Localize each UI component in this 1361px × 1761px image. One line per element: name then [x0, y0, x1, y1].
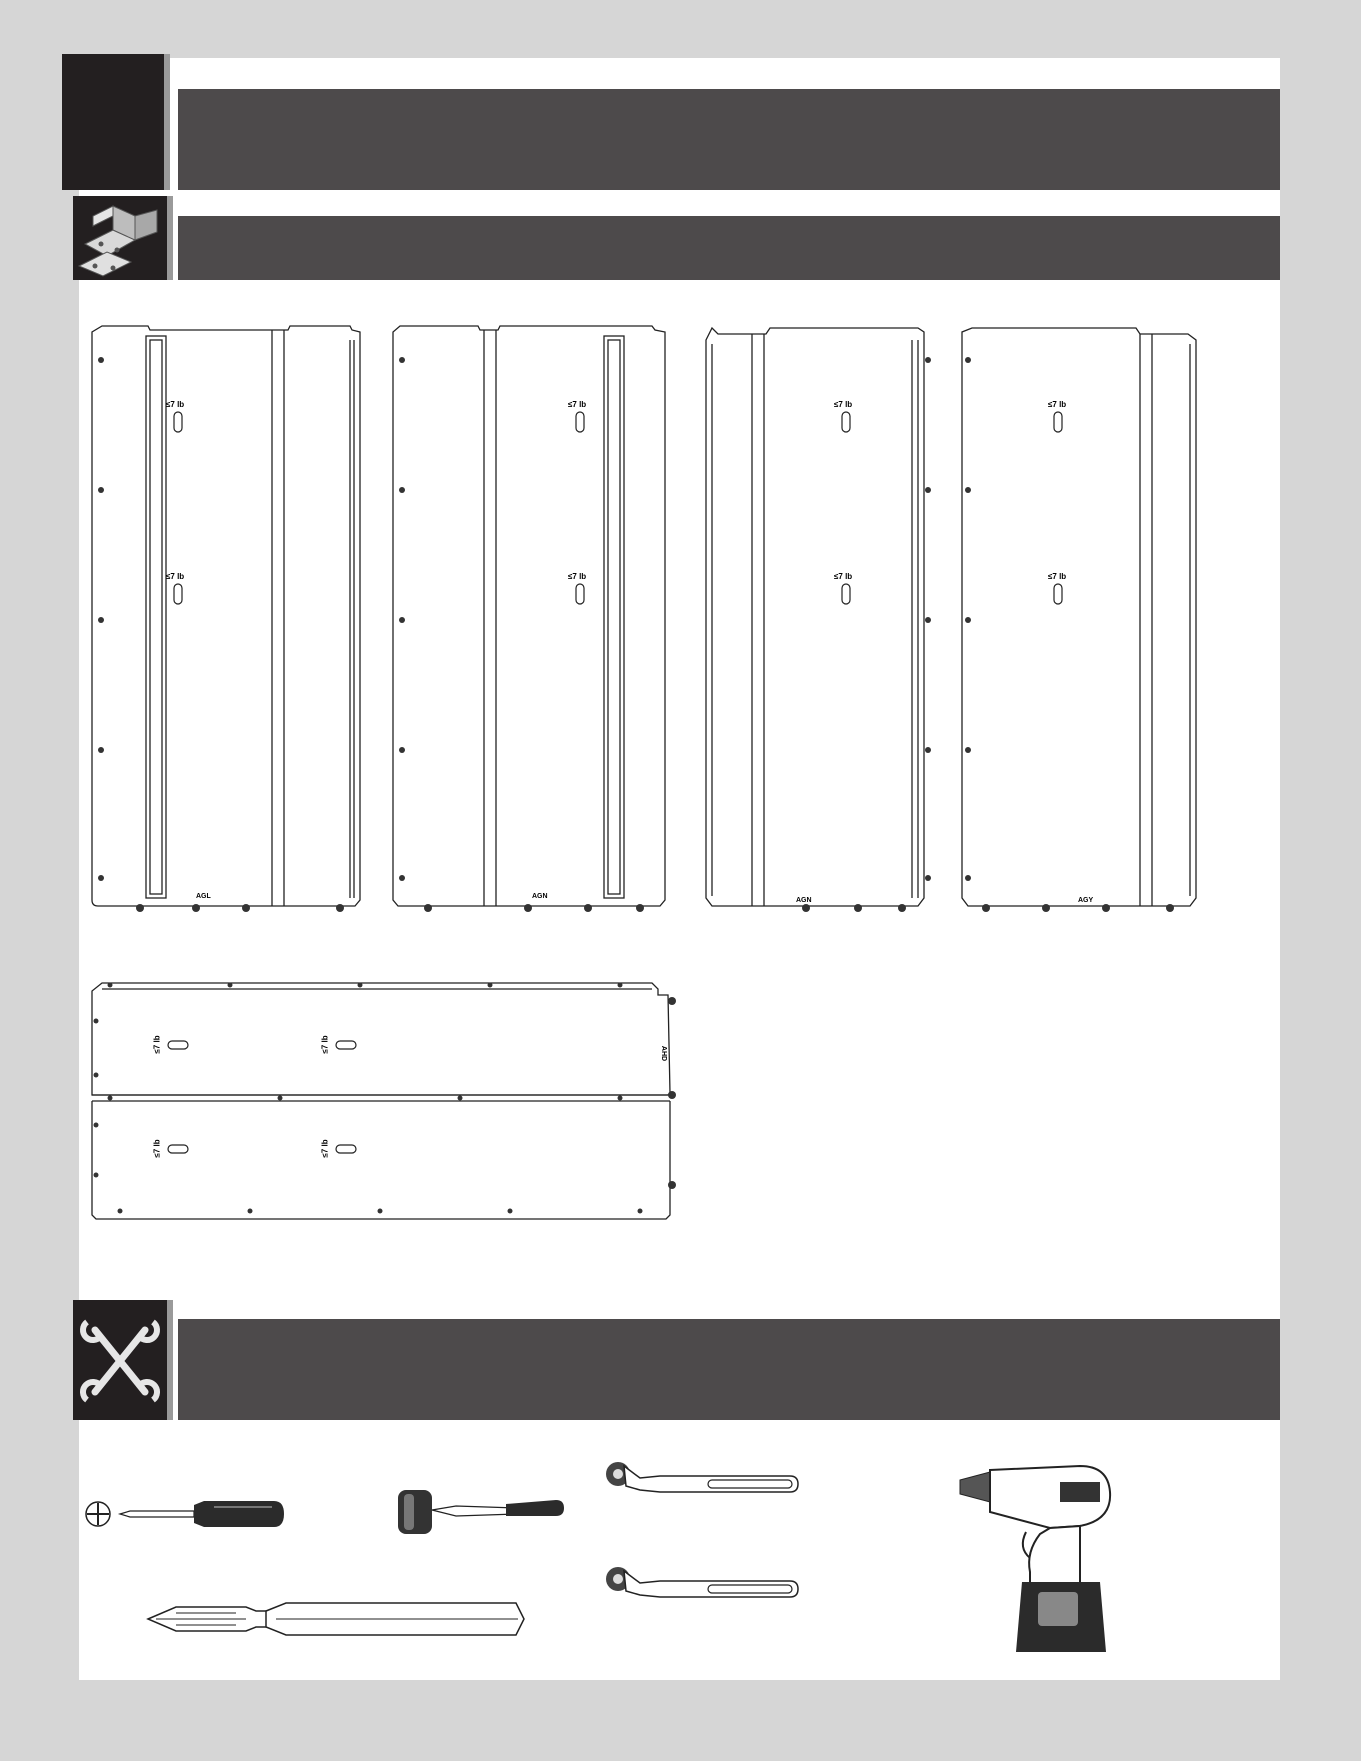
- weight-label: ≤7 lb: [834, 572, 853, 581]
- weight-label: ≤7 lb: [1048, 400, 1067, 409]
- panel-label: AGN: [532, 893, 548, 900]
- weight-label: ≤7 lb: [166, 572, 185, 581]
- vertical-panels-drawing: [0, 300, 1361, 920]
- ratchet-wrench-icon: [600, 1456, 800, 1506]
- hardware-icon-box: [73, 196, 173, 280]
- bracket-icon: [73, 196, 167, 280]
- phillips-screwdriver-icon: [84, 1489, 284, 1539]
- weight-label: ≤7 lb: [166, 400, 185, 409]
- ratchet-wrench-icon: [600, 1561, 800, 1611]
- panel-label: AGN: [796, 897, 812, 904]
- weight-label: ≤7 lb: [1048, 572, 1067, 581]
- tools-bar: [178, 1319, 1280, 1420]
- cordless-drill-icon: [930, 1462, 1120, 1662]
- panel-agy: [962, 328, 1196, 906]
- panel-label: AGY: [1078, 897, 1094, 904]
- weight-label: ≤7 lb: [568, 400, 587, 409]
- panel-label: AHD: [660, 1045, 668, 1062]
- wrenches-icon: [73, 1300, 167, 1420]
- panel-agl: [92, 326, 360, 906]
- horizontal-panel-drawing: [80, 975, 680, 1235]
- step-number-block: [62, 54, 170, 190]
- panel-agn-2: [706, 328, 924, 906]
- tools-icon-box: [73, 1300, 173, 1420]
- panel-agn-1: [393, 326, 665, 906]
- weight-label: ≤7 lb: [834, 400, 853, 409]
- weight-label: ≤7 lb: [320, 1139, 330, 1158]
- hardware-bar: [178, 216, 1280, 280]
- panel-label: AGL: [196, 893, 211, 900]
- weight-label: ≤7 lb: [568, 572, 587, 581]
- weight-label: ≤7 lb: [320, 1035, 330, 1054]
- weight-label: ≤7 lb: [152, 1035, 162, 1054]
- phillips-drill-bit-icon: [146, 1599, 526, 1639]
- weight-label: ≤7 lb: [152, 1139, 162, 1158]
- header-bar: [178, 89, 1280, 190]
- rubber-mallet-icon: [396, 1484, 566, 1544]
